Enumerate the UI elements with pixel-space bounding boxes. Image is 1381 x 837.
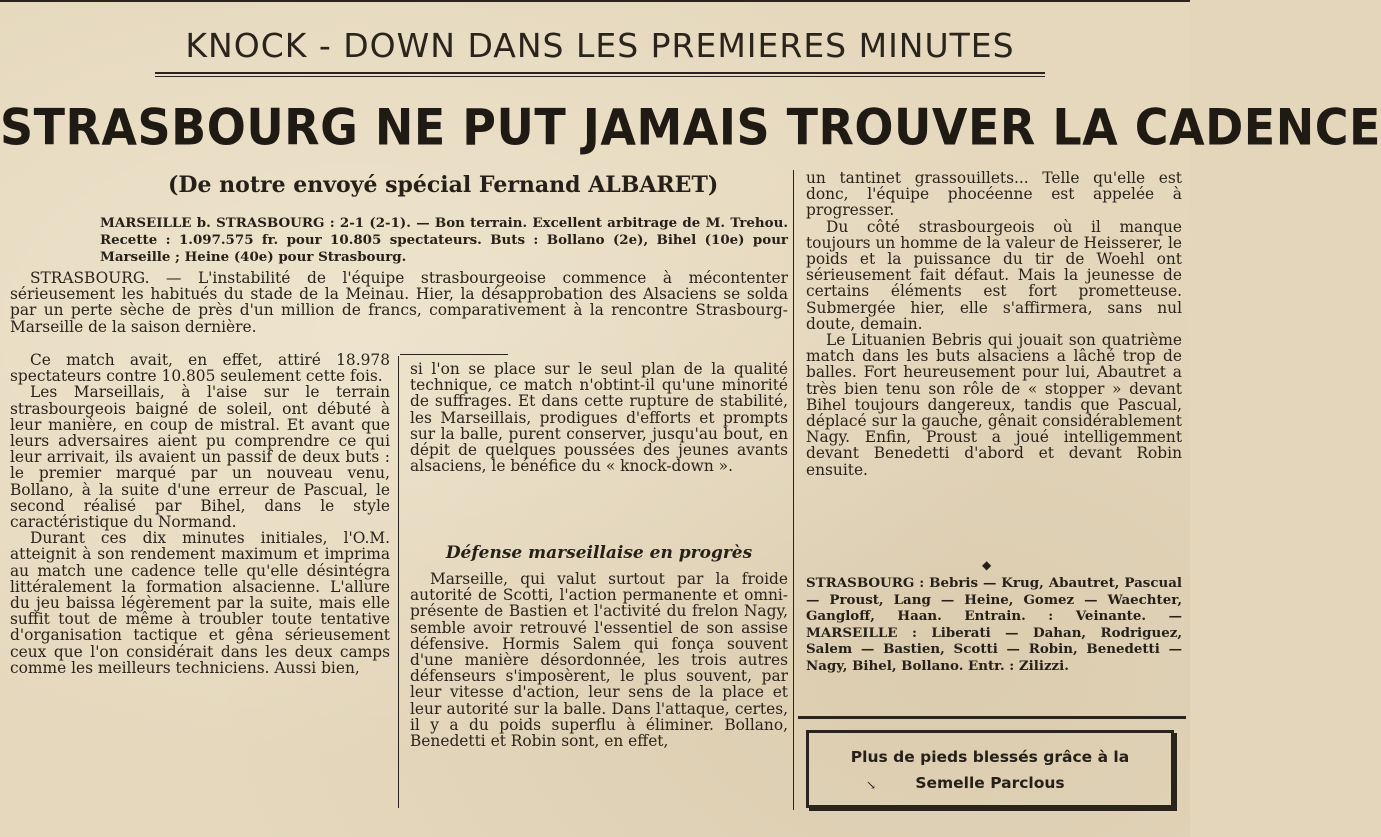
advertisement xyxy=(806,744,1174,796)
match-summary: MARSEILLE b. STRASBOURG : 2-1 (2-1). — Bon terrain. Excellent arbitrage de M. Trehou. Recette : 1.097.575 fr. pour 10.805 spectateurs. Buts : Bollano (2e), Bihel (10e) pour Marseille ; Heine (40e) pour Strasbourg. xyxy=(100,215,788,265)
col3-paragraph-3: Le Lituanien Bebris qui jouait son quatrième match dans les buts alsaciens a lâché trop de balles. Fort heureusement pour lui, Abautret a très bien tenu son rôle de « stopper » devant Bihel toujours dangereux, tandis que Pascual, déplacé sur la gauche, gênait considérablement Nagy. Enfin, Proust a joué intelligemment devant Benedetti d'abord et devant Robin ensuite. xyxy=(806,331,1182,479)
team-lineups: STRASBOURG : Bebris — Krug, Abautret, Pascual — Proust, Lang — Heine, Gomez — Waechter, Gangloff, Haan. Entrain. : Veinante. — MARSEILLE : Liberati — Dahan, Rodriguez, Salem — Bastien, Scotti — Robin, Benedetti — Nagy, Bihel, Bollano. Entr. : Zilizzi. xyxy=(806,575,1182,674)
col1-paragraph-2: Les Marseillais, à l'aise sur le terrain strasbourgeois baigné de soleil, ont débuté à leur manière, en coup de mistral. Et avant que leurs adversaires aient pu comprendre ce qui leur arrivait, ils avaient un passif de deux buts : le premier marqué par un nouveau venu, Bollano, à la suite d'une erreur de Pascual, le second réalisé par Bihel, dans le style caractéristique du Normand. xyxy=(10,383,390,532)
column-separator-2 xyxy=(793,170,794,810)
column-separator-1 xyxy=(398,356,399,808)
column-2-continued xyxy=(410,571,788,749)
col2-paragraph-2: Marseille, qui valut surtout par la froide autorité de Scotti, l'action permanente et omni-présente de Bastien et l'activité du frelon Nagy, semble avoir retrouvé l'essentiel de son assise défensive. Hormis Salem qui fonça souvent d'une manière désordonnée, les trois autres défenseurs s'imposèrent, le plus souvent, par leur vitesse d'action, leur sens de la place et leur autorité sur la balle. Dans l'attaque, certes, il y a du poids superflu à éliminer. Bollano, Benedetti et Robin sont, en effet, xyxy=(410,570,788,751)
col1-paragraph-1: Ce match avait, en effet, attiré 18.978 spectateurs contre 10.805 seulement cette fois. xyxy=(10,351,390,386)
column-2-top-rule xyxy=(400,354,508,355)
top-border xyxy=(0,0,1190,2)
col3-paragraph-1: un tantinet grassouillets... Telle qu'elle est donc, l'équipe phocéenne est appelée à progresser. xyxy=(806,169,1182,220)
kicker-headline: KNOCK - DOWN DANS LES PREMIERES MINUTES xyxy=(185,26,1015,65)
arrow-icon: ↘ xyxy=(866,778,877,792)
ornament-icon: ◆ xyxy=(982,558,992,572)
col2-paragraph-1: si l'on se place sur le seul plan de la qualité technique, ce match n'obtint-il qu'une minorité de suffrages. Et dans cette rupture de stabilité, les Marseillais, prodigues d'efforts et prompts sur la balle, purent conserver, jusqu'au bout, en dépit de quelques poussées des jeunes avants alsaciens, le bénéfice du « knock-down ». xyxy=(410,360,788,476)
intro-paragraph: STRASBOURG. — L'instabilité de l'équipe strasbourgeoise commence à mécontenter sérieusement les habitués du stade de la Meinau. Hier, la désapprobation des Alsaciens se solda par un perte sèche de près d'un million de francs, comparativement à la rencontre Strasbourg-Marseille de la saison dernière. xyxy=(10,269,788,336)
column-3 xyxy=(806,170,1182,478)
main-headline: STRASBOURG NE PUT JAMAIS TROUVER LA CADENCE xyxy=(0,97,1381,157)
ad-line-2: Semelle Parclous xyxy=(915,774,1065,792)
col3-paragraph-2: Du côté strasbourgeois où il manque toujours un homme de la valeur de Heisserer, le poids et la puissance du tir de Woehl ont sérieusement fait défaut. Mais la jeunesse de certains éléments est fort prometteuse. Submergée hier, elle s'affirmera, sans nul doute, demain. xyxy=(806,217,1182,333)
subheading: Défense marseillaise en progrès xyxy=(445,543,753,563)
byline: (De notre envoyé spécial Fernand ALBARET) xyxy=(168,172,719,198)
ad-line-1: Plus de pieds blessés grâce à la xyxy=(850,748,1130,766)
kicker-underline xyxy=(155,72,1045,74)
column-2 xyxy=(410,361,788,474)
kicker-underline-2 xyxy=(155,76,1045,77)
col1-paragraph-3: Durant ces dix minutes initiales, l'O.M. atteignit à son rendement maximum et imprima au match une cadence telle qu'elle désintégra littéralement la formation alsacienne. L'allure du jeu baissa légèrement par la suite, mais elle suffit tout de même à troubler toute tentative d'organisation tactique et gêna sérieusement ceux que l'on considérait dans les deux camps comme les meilleurs techniciens. Aussi bien, xyxy=(10,529,390,677)
column-1 xyxy=(10,352,390,676)
